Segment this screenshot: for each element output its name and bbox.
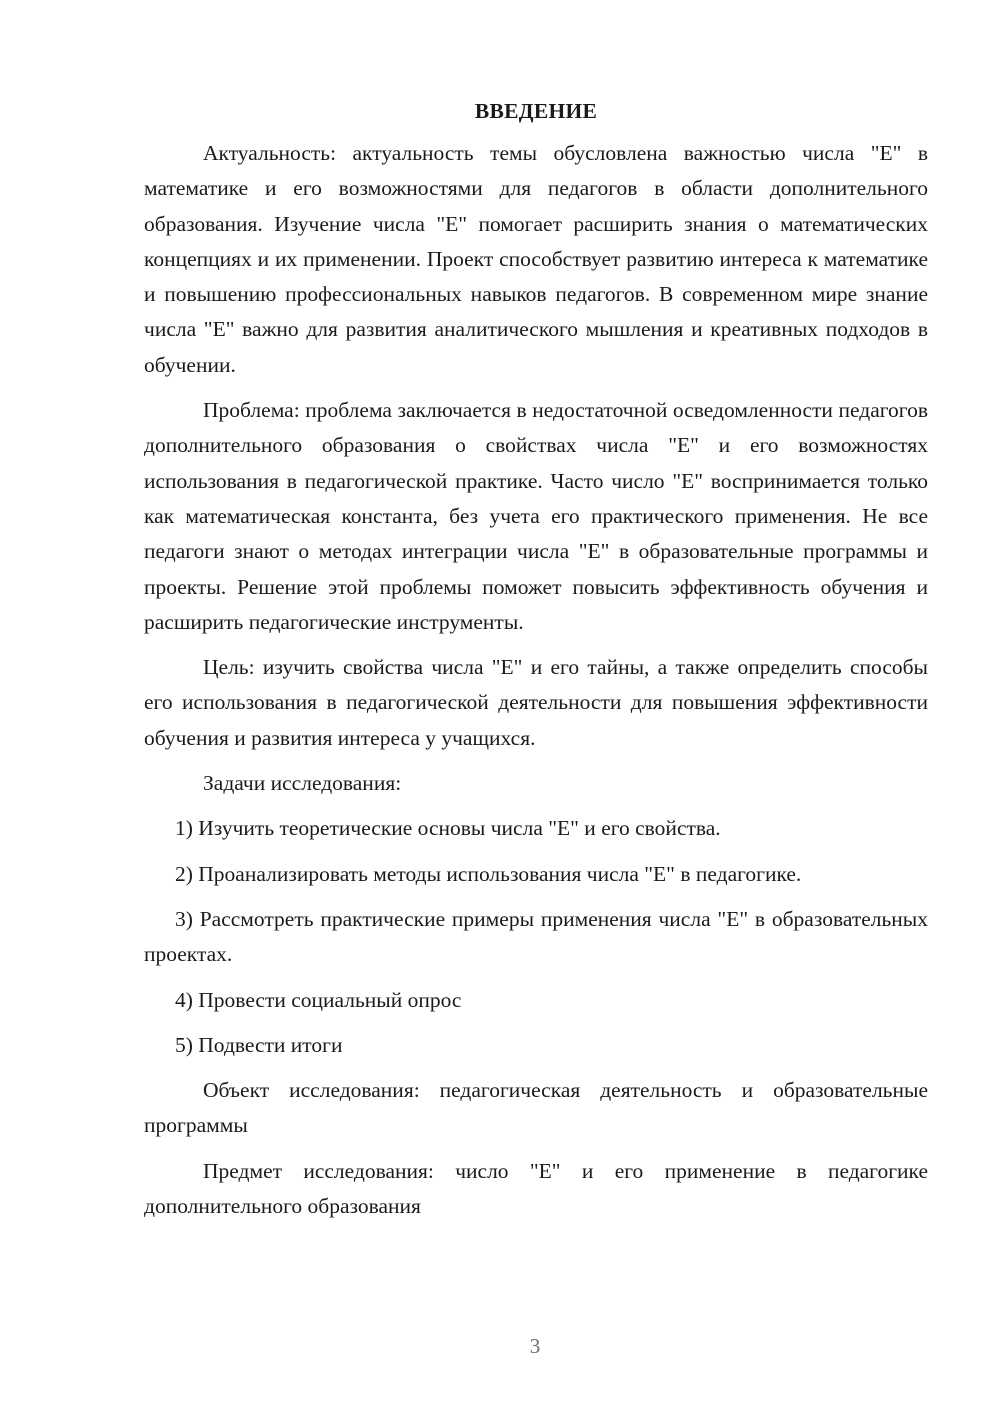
task-item-3: 3) Рассмотреть практические примеры применения числа "E" в образовательных проектах. (144, 906, 928, 967)
task-item-5: 5) Подвести итоги (175, 1032, 343, 1057)
paragraph-relevance: Актуальность: актуальность темы обусловлена важностью числа "E" в математике и его возможностями для педагогов в области дополнительного образования. Изучение числа "E" помогает расширить знания о математических концепциях и их применении. Проект способствует развитию интереса к математике и повышению профессиональных навыков педагогов. В современном мире знание числа "E" важно для развития аналитического мышления и креативных подходов в обучении. (144, 141, 928, 377)
paragraph-goal: Цель: изучить свойства числа "E" и его тайны, а также определить способы его использования в педагогической деятельности для повышения эффективности обучения и развития интереса у учащихся. (144, 655, 928, 750)
section-title: ВВЕДЕНИЕ (474, 99, 598, 123)
document-page (144, 96, 928, 1224)
tasks-heading: Задачи исследования: (203, 771, 402, 796)
task-item-4: 4) Провести социальный опрос (175, 987, 462, 1012)
paragraph-subject: Предмет исследования: число "E" и его применение в педагогике дополнительного образования (144, 1158, 928, 1219)
task-item-1: 1) Изучить теоретические основы числа "E" и его свойства. (175, 816, 721, 841)
task-item-2: 2) Проанализировать методы использования числа "E" в педагогике. (175, 861, 802, 886)
paragraph-problem: Проблема: проблема заключается в недостаточной осведомленности педагогов дополнительного образования о свойствах числа "E" и его возможностях использования в педагогической практике. Часто число "E" воспринимается только как математическая константа, без учета его практического применения. Не все педагоги знают о методах интеграции числа "E" в образовательные программы и проекты. Решение этой проблемы поможет повысить эффективность обучения и расширить педагогические инструменты. (144, 398, 928, 634)
paragraph-object: Объект исследования: педагогическая деятельность и образовательные программы (144, 1078, 928, 1138)
page-number: 3 (529, 1334, 541, 1358)
